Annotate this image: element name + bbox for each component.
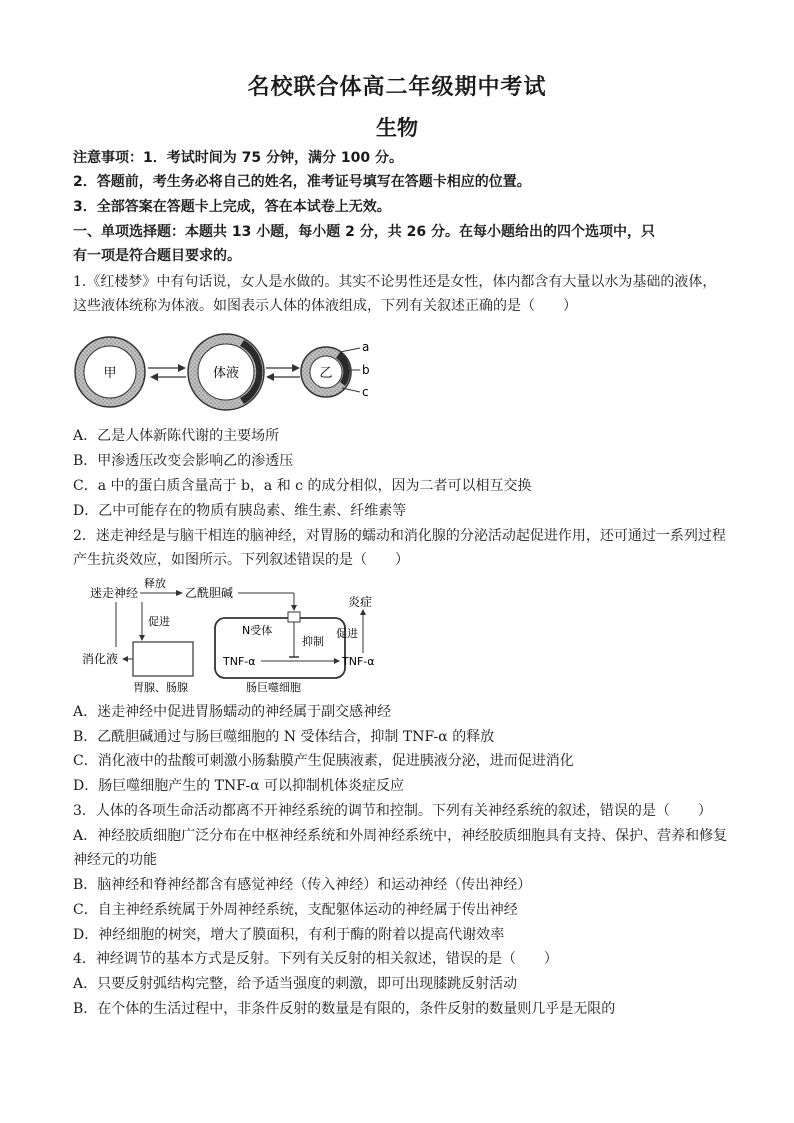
macrophage-cell	[215, 618, 345, 678]
section-heading-line2: 有一项是符合题目要求的。	[73, 248, 241, 264]
q1-body-fluid-diagram	[70, 330, 380, 415]
q4-option-a: A．只要反射弧结构完整，给予适当强度的刺激，即可出现膝跳反射活动	[73, 976, 518, 992]
q3-option-d: D．神经细胞的树突，增大了膜面积，有利于酶的附着以提高代谢效率	[73, 927, 505, 943]
label-tnf-2: TNF-α	[342, 655, 375, 668]
label-tnf-1: TNF-α	[223, 655, 256, 668]
label-macrophage: 肠巨噬细胞	[246, 681, 301, 694]
note-1: 注意事项：1．考试时间为 75 分钟，满分 100 分。	[73, 150, 403, 166]
q2-option-b: B．乙酰胆碱通过与肠巨噬细胞的 N 受体结合，抑制 TNF-α 的释放	[73, 729, 495, 745]
label-promote-1: 促进	[148, 615, 170, 628]
q3-option-a-line1: A．神经胶质细胞广泛分布在中枢神经系统和外周神经系统中，神经胶质细胞具有支持、保护、营养和修复	[73, 828, 728, 844]
arrowhead	[292, 364, 300, 372]
label-inflammation: 炎症	[348, 595, 373, 609]
q3-option-a-line2: 神经元的功能	[73, 852, 157, 868]
note-2: 2．答题前，考生务必将自己的姓名，准考证号填写在答题卡相应的位置。	[73, 174, 531, 190]
q1-stem-line2: 这些液体统称为体液。如图表示人体的体液组成，下列有关叙述正确的是（ ）	[73, 298, 577, 314]
node-tiye	[188, 334, 264, 410]
q1-option-c: C．a 中的蛋白质含量高于 b，a 和 c 的成分相似，因为二者可以相互交换	[73, 478, 532, 494]
label-n-receptor: N受体	[242, 624, 273, 637]
label-glands: 胃腺、肠腺	[133, 681, 188, 694]
q3-option-b: B．脑神经和脊神经都含有感觉神经（传入神经）和运动神经（传出神经）	[73, 877, 532, 893]
q2-option-d: D．肠巨噬细胞产生的 TNF-α 可以抑制机体炎症反应	[73, 778, 404, 794]
label-vagus: 迷走神经	[90, 586, 139, 600]
label-c: c	[362, 385, 369, 399]
gland-box	[133, 642, 193, 676]
pointer-a	[340, 348, 360, 352]
n-receptor-shape	[288, 612, 300, 622]
q2-option-c: C．消化液中的盐酸可刺激小肠黏膜产生促胰液素，促进胰液分泌，进而促进消化	[73, 753, 574, 769]
q2-stem-line1: 2．迷走神经是与脑干相连的脑神经，对胃肠的蠕动和消化腺的分泌活动起促进作用，还可通过一系列过程	[73, 528, 726, 544]
arrowhead	[178, 364, 186, 372]
note-3: 3．全部答案在答题卡上完成，答在本试卷上无效。	[73, 199, 391, 215]
exam-subject: 生物	[376, 116, 418, 140]
pointer-c	[342, 388, 360, 392]
label-promote-2: 促进	[336, 627, 358, 640]
q4-stem: 4．神经调节的基本方式是反射。下列有关反射的相关叙述，错误的是（ ）	[73, 951, 558, 967]
label-b: b	[362, 363, 370, 377]
q2-option-a: A．迷走神经中促进胃肠蠕动的神经属于副交感神经	[73, 704, 392, 720]
arrowhead	[266, 373, 274, 381]
label-tiye: 体液	[212, 366, 240, 381]
q1-stem-line1: 1.《红楼梦》中有句话说，女人是水做的。其实不论男性还是女性，体内都含有大量以水为基础的液体，	[73, 274, 717, 290]
node-yi	[301, 347, 351, 397]
node-jia	[75, 337, 145, 407]
label-ach: 乙酰胆碱	[185, 586, 234, 600]
q4-option-b: B．在个体的生活过程中，非条件反射的数量是有限的，条件反射的数量则几乎是无限的	[73, 1001, 616, 1017]
q1-option-b: B．甲渗透压改变会影响乙的渗透压	[73, 453, 294, 469]
q2-vagus-diagram	[78, 575, 388, 697]
label-inhibit: 抑制	[302, 635, 324, 648]
q3-option-c: C．自主神经系统属于外周神经系统，支配躯体运动的神经属于传出神经	[73, 902, 518, 918]
q1-option-a: A．乙是人体新陈代谢的主要场所	[73, 428, 280, 444]
q3-stem: 3．人体的各项生命活动都离不开神经系统的调节和控制。下列有关神经系统的叙述，错误的是（ ）	[73, 803, 712, 819]
label-a: a	[362, 340, 370, 354]
label-yi: 乙	[319, 366, 333, 381]
q1-option-d: D．乙中可能存在的物质有胰岛素、维生素、纤维素等	[73, 503, 407, 519]
label-release: 释放	[144, 577, 166, 590]
label-digestive: 消化液	[82, 652, 119, 666]
section-heading-line1: 一、单项选择题：本题共 13 小题，每小题 2 分，共 26 分。在每小题给出的四个选项中，只	[73, 224, 655, 240]
q2-stem-line2: 产生抗炎效应，如图所示。下列叙述错误的是（ ）	[73, 552, 409, 568]
label-jia: 甲	[103, 366, 117, 381]
arrowhead	[150, 373, 158, 381]
exam-title: 名校联合体高二年级期中考试	[247, 75, 547, 100]
